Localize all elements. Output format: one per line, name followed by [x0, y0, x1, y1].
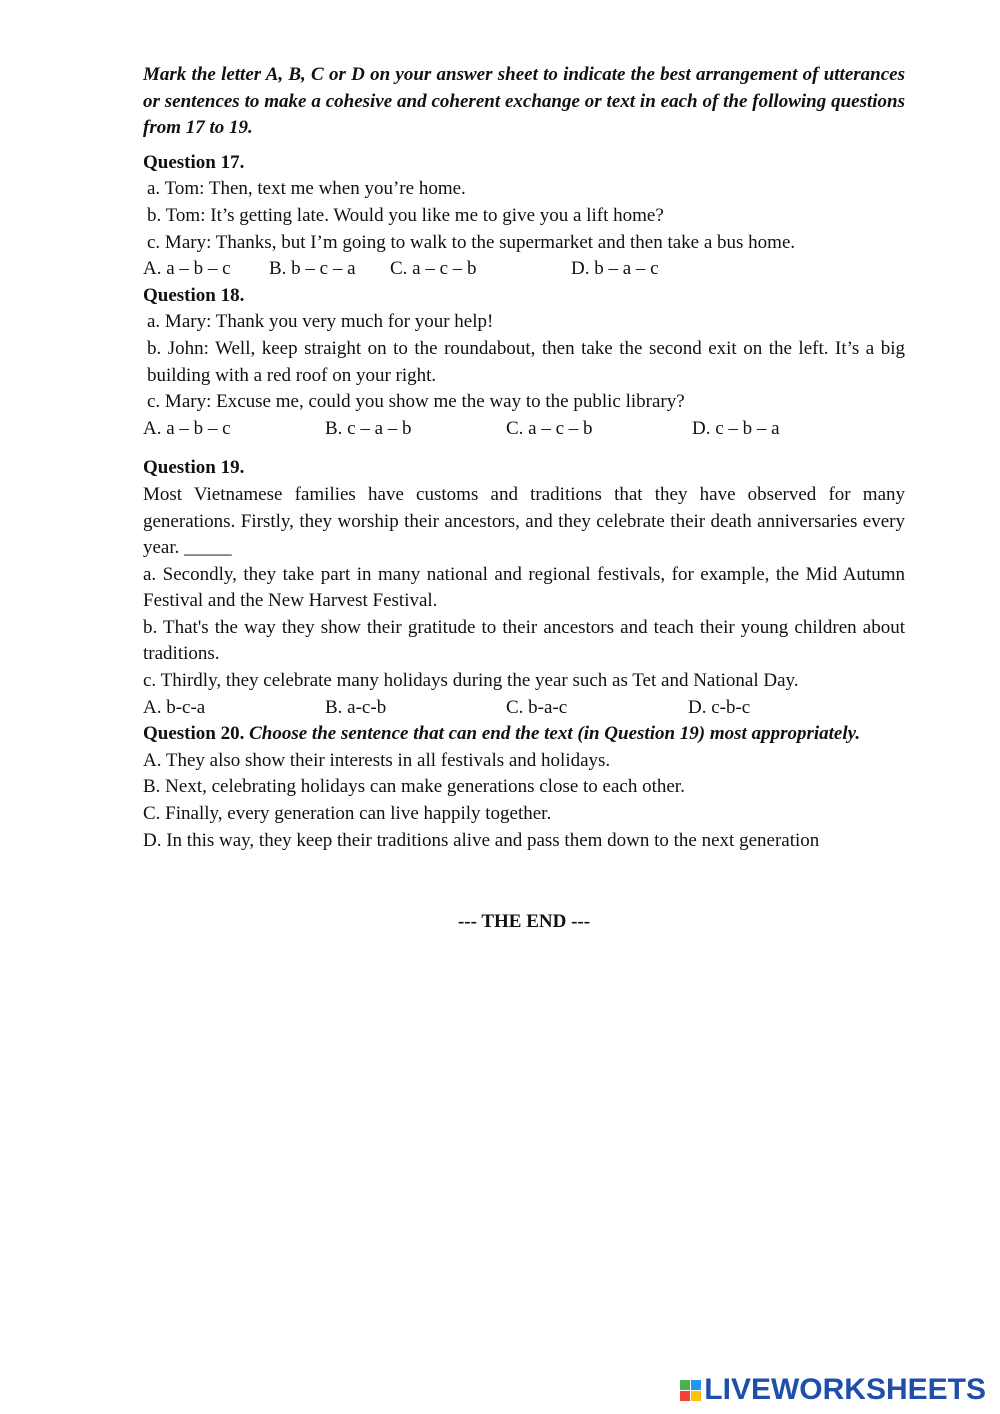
- q18-line-c: c. Mary: Excuse me, could you show me the way to the public library?: [147, 391, 685, 413]
- q17-option-c[interactable]: C. a – c – b: [390, 258, 477, 280]
- q19-intro: Most Vietnamese families have customs and traditions that they have observed for many generations. Firstly, they worship their ancestors, and they celebrate their death anniversaries every year. _____: [143, 483, 905, 559]
- q20-option-d[interactable]: D. In this way, they keep their traditions alive and pass them down to the next generation: [143, 829, 820, 851]
- q20-option-a[interactable]: A. They also show their interests in all festivals and holidays.: [143, 749, 611, 771]
- logo-square-blue: [691, 1380, 701, 1390]
- q19-option-b[interactable]: B. a-c-b: [325, 696, 387, 718]
- question-17-title: Question 17.: [143, 151, 245, 173]
- q17-option-d[interactable]: D. b – a – c: [571, 258, 659, 280]
- q20-option-c[interactable]: C. Finally, every generation can live happily together.: [143, 803, 552, 825]
- logo-square-yellow: [691, 1391, 701, 1401]
- q19-option-d[interactable]: D. c-b-c: [688, 696, 751, 718]
- q17-option-a[interactable]: A. a – b – c: [143, 258, 231, 280]
- liveworksheets-brand[interactable]: [680, 1374, 986, 1406]
- q19-option-c[interactable]: C. b-a-c: [506, 696, 568, 718]
- question-20-prompt: Choose the sentence that can end the text (in Question 19) most appropriately.: [249, 723, 861, 745]
- liveworksheets-wordmark: LIVEWORKSHEETS: [704, 1372, 986, 1406]
- question-20-title: Question 20.: [143, 723, 245, 745]
- q18-option-a[interactable]: A. a – b – c: [143, 417, 231, 439]
- q18-option-d[interactable]: D. c – b – a: [692, 417, 780, 439]
- instructions: Mark the letter A, B, C or D on your answer sheet to indicate the best arrangement of utterances or sentences to make a cohesive and coherent exchange or text in each of the following questions from 17 to 19.: [143, 64, 905, 139]
- q19-line-a: a. Secondly, they take part in many national and regional festivals, for example, the Mid Autumn Festival and the New Harvest Festival.: [143, 563, 905, 612]
- question-18-title: Question 18.: [143, 284, 245, 306]
- q17-line-a: a. Tom: Then, text me when you’re home.: [147, 178, 466, 200]
- q18-options: [143, 416, 905, 443]
- q18-line-a: a. Mary: Thank you very much for your help!: [147, 311, 494, 333]
- logo-square-red: [680, 1391, 690, 1401]
- q19-options: [143, 695, 905, 722]
- q17-option-b[interactable]: B. b – c – a: [269, 258, 356, 280]
- q18-option-c[interactable]: C. a – c – b: [506, 417, 593, 439]
- q17-options: [143, 256, 905, 283]
- worksheet-page: [143, 62, 905, 955]
- q19-option-a[interactable]: A. b-c-a: [143, 696, 206, 718]
- question-19-title: Question 19.: [143, 457, 245, 479]
- q17-line-b: b. Tom: It’s getting late. Would you like me to give you a lift home?: [147, 204, 664, 226]
- q18-line-b: b. John: Well, keep straight on to the roundabout, then take the second exit on the left. It’s a big building with a red roof on your right.: [147, 337, 905, 386]
- q20-option-b[interactable]: B. Next, celebrating holidays can make generations close to each other.: [143, 776, 685, 798]
- q18-option-b[interactable]: B. c – a – b: [325, 417, 412, 439]
- q17-line-c: c. Mary: Thanks, but I’m going to walk to the supermarket and then take a bus home.: [147, 231, 796, 253]
- logo-square-green: [680, 1380, 690, 1390]
- q19-line-c: c. Thirdly, they celebrate many holidays during the year such as Tet and National Day.: [143, 670, 799, 692]
- question-20-header: [143, 721, 905, 748]
- liveworksheets-logo-icon: [680, 1380, 701, 1401]
- the-end-label: --- THE END ---: [457, 911, 591, 933]
- q19-line-b: b. That's the way they show their gratitude to their ancestors and teach their young children about traditions.: [143, 616, 905, 665]
